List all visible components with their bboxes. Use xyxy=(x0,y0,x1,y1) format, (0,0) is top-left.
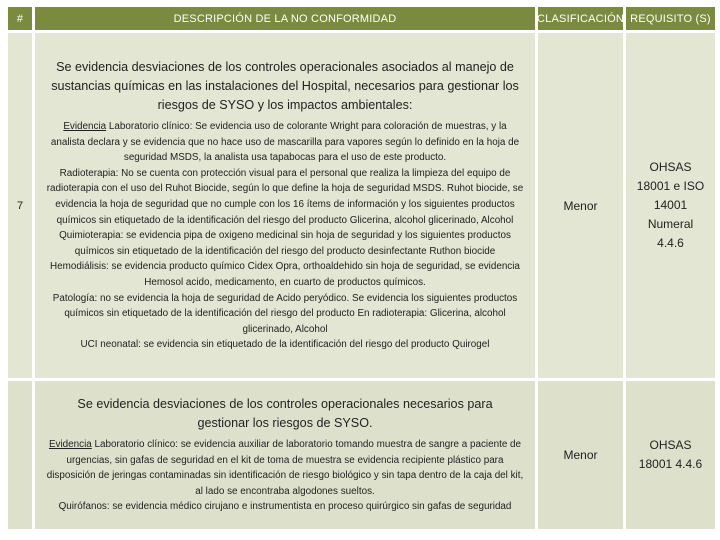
header-num xyxy=(8,7,32,30)
requirement-value-1: OHSAS 18001 e ISO 14001 Numeral 4.4.6 xyxy=(636,160,705,250)
classification-cell-1 xyxy=(538,33,623,378)
header-description xyxy=(35,7,535,30)
nonconformity-statement-2: Se evidencia desviaciones de los controles operacionales necesarios para gestionar los riesgos de SYSO. xyxy=(77,397,493,431)
header-classification-label: CLASIFICACIÓN xyxy=(537,12,624,25)
evidence-text-1: Laboratorio clínico: Se evidencia uso de colorante Wright para coloración de muestras, y la analista declara y se evidencia que no hace uso de mascarilla para vapores según lo definido en la hoja de seguridad MSDS, la analista usa tapabocas para el uso de este producto. xyxy=(50,121,520,164)
row-number-cell-2 xyxy=(8,381,32,529)
evidence-label-1: Evidencia xyxy=(63,121,107,133)
header-requirement-label: REQUISITO (S) xyxy=(630,12,711,25)
row-number: 7 xyxy=(16,199,24,212)
evidence-line: UCI neonatal: se evidencia sin etiquetado de la identificación del riesgo del producto Quirogel xyxy=(80,339,490,351)
header-classification xyxy=(538,7,623,30)
evidence-text-2: Laboratorio clínico: se evidencia auxiliar de laboratorio tomando muestra de sangre a paciente de urgencias, sin gafas de seguridad en el kit de toma de muestra se evidencia recipiente plástico para disposición de jeringas contaminadas sin identificación de riesgo biológico y sin tapa dentro de la caja del kit, al lado se encontraba algodones sueltos. xyxy=(46,439,524,497)
header-description-label: DESCRIPCIÓN DE LA NO CONFORMIDAD xyxy=(173,12,397,25)
nonconformity-statement-1: Se evidencia desviaciones de los controles operacionales asociados al manejo de sustancias químicas en las instalaciones del Hospital, necesarios para gestionar los riesgos de SYSO y los impactos ambientales: xyxy=(51,60,519,113)
requirement-cell-2 xyxy=(626,381,715,529)
evidence-paragraph-1 xyxy=(45,119,525,166)
evidence-line: Hemodiálisis: se evidencia producto químico Cidex Opra, orthoaldehido sin hoja de seguridad, se evidencia Hemosol acido, medicamento, en cuarto de productos químicos. xyxy=(50,261,520,288)
header-requirement xyxy=(626,7,715,30)
row-number-cell xyxy=(8,33,32,378)
classification-cell-2 xyxy=(538,381,623,529)
header-num-label: # xyxy=(16,12,24,25)
evidence-line: Quimioterapia: se evidencia pipa de oxigeno medicinal sin hoja de seguridad y los siguientes productos químicos sin etiquetado de la identificación del riesgo del producto desinfectante Ruthon biocide xyxy=(59,230,511,257)
evidence-paragraph-2 xyxy=(45,437,525,499)
classification-value-2: Menor xyxy=(563,448,598,462)
requirement-value-2: OHSAS 18001 4.4.6 xyxy=(638,438,703,471)
evidence-line: Quirófanos: se evidencia médico cirujano e instrumentista en proceso quirúrgico sin gafas de seguridad xyxy=(58,501,512,513)
evidence-line: Radioterapia: No se cuenta con protección visual para el personal que realiza la limpieza del equipo de radioterapia con el uso del Ruhot Biocide, según lo que define la hoja de seguridad MSDS. Ruhot biocide, se evidencia la hoja de seguridad que no cumple con los 16 ítems de información y los siguientes productos químicos sin etiquetado de la identificación del riesgo del producto Glicerina, alcohol glicerinado, Alcohol xyxy=(46,167,524,226)
description-cell-2 xyxy=(35,381,535,529)
requirement-cell-1 xyxy=(626,33,715,378)
evidence-line: Patología: no se evidencia la hoja de seguridad de Acido peryódico. Se evidencia los siguientes productos químicos sin etiquetado de la identificación del riesgo del producto En radioterapia: Glicerina, alcohol glicerinado, Alcohol xyxy=(52,292,518,335)
classification-value-1: Menor xyxy=(563,198,598,213)
evidence-label-2: Evidencia xyxy=(48,439,92,451)
description-cell-1 xyxy=(35,33,535,378)
